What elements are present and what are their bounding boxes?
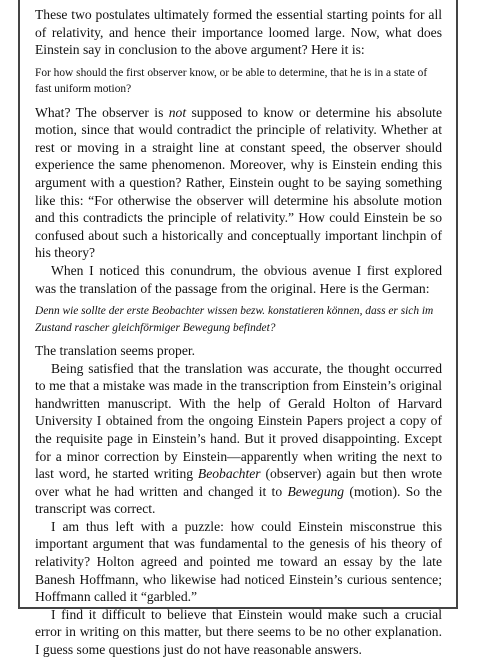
quote-english [35, 65, 442, 98]
paragraph-translation-proper-text: The translation seems proper. [35, 342, 196, 358]
paragraph-postulates [35, 6, 442, 59]
quote-english-text: For how should the first observer know, or be able to determine, that he is in a state of fast uniform motion? [35, 66, 428, 96]
paragraph-transcription-emphasis-beobachter: Beobachter [197, 466, 261, 482]
paragraph-transcription-text-b: (observer) again but then wrote over what he had written and changed it to [35, 466, 442, 499]
paragraph-what-text-b: supposed to know or determine his absolute motion, since that would contradict the principle of relativity. Whether at rest or moving in a straight line at constant speed, the observer should experience the same phenomenon. Moreover, why is Einstein ending this argument with a question? Rather, Einstein ought to be saying something like this: “For otherwise the observer will determine his absolute motion and this contradicts the principle of relativity.” How could Einstein be so confused about such a historically and conceptually important linchpin of his theory? [35, 104, 442, 261]
quote-german [35, 303, 442, 336]
quote-german-text: Denn wie sollte der erste Beobachter wissen bezw. konstatieren können, dass er sich im Zustand rascher gleichförmiger Bewegung befindet? [35, 305, 434, 334]
paragraph-conclusion-text: I find it difficult to believe that Einstein would make such a crucial error in writing on this matter, but there seems to be no other explanation. I guess some questions just do not have reasonable answers. [35, 606, 442, 658]
paragraph-translation-proper [35, 342, 442, 360]
paragraph-transcription [35, 360, 442, 518]
paragraph-what [35, 104, 442, 262]
paragraph-conundrum [35, 262, 442, 297]
paragraph-postulates-text: These two postulates ultimately formed the essential starting points for all of relativity, and hence their importance loomed large. Now, what does Einstein say in conclusion to the above argument? Here it is: [35, 7, 442, 58]
paragraph-puzzle-text: I am thus left with a puzzle: how could Einstein misconstrue this important argument that was fundamental to the genesis of his theory of relativity? Holton agreed and pointed me toward an essay by the late Banesh Hoffmann, who likewise had noticed Einstein’s curious sentence; Hoffmann called it “garbled.” [35, 518, 442, 605]
paragraph-transcription-emphasis-bewegung: Bewegung [287, 483, 345, 499]
paragraph-what-text-a: What? The observer is [35, 104, 169, 120]
paragraph-what-emphasis: not [168, 104, 187, 120]
paragraph-transcription-text-a: Being satisfied that the translation was accurate, the thought occurred to me that a mistake was made in the transcription from Einstein’s original handwritten manuscript. With the help of Gerald Holton of Harvard University I obtained from the ongoing Einstein Papers project a copy of the requisite page in Einstein’s hand. But it proved disappointing. Except for a minor correction by Einstein—apparently when writing the next to last word, he started writing [35, 360, 442, 482]
paragraph-conclusion [35, 606, 442, 659]
paragraph-transcription-text-c: (motion). So the transcript was correct. [35, 483, 443, 517]
document-page [18, 0, 458, 658]
paragraph-conundrum-text: When I noticed this conundrum, the obvious avenue I first explored was the translation of the passage from the original. Here is the German: [35, 262, 442, 296]
paragraph-puzzle [35, 518, 442, 606]
